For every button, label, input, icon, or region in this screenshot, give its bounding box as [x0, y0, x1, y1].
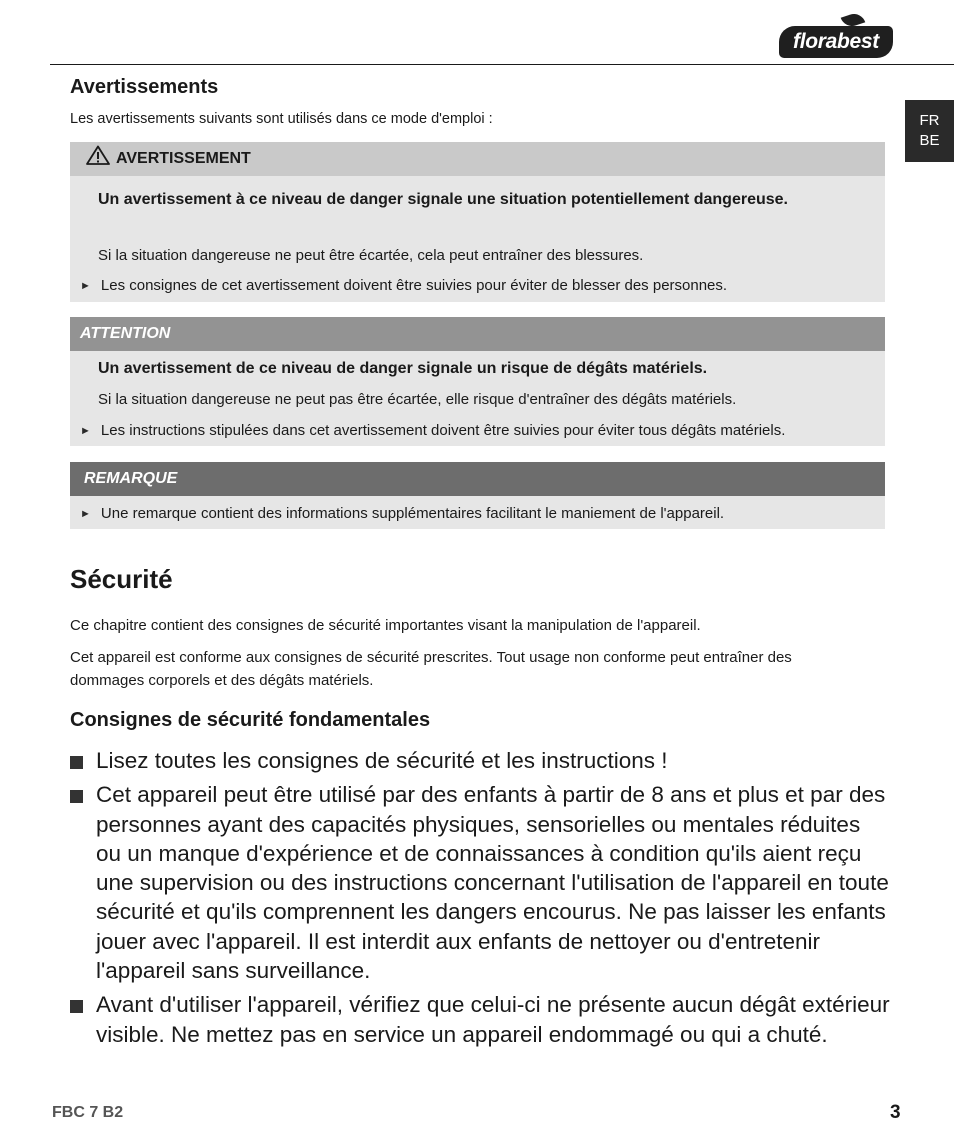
safety-instructions-list: [70, 746, 890, 1049]
list-item: [70, 746, 890, 775]
remarque-box: [70, 462, 885, 529]
securite-paragraph-1: Ce chapitre contient des consignes de sécurité importantes visant la manipulation de l'appareil.: [70, 617, 701, 634]
attention-box: [70, 317, 885, 446]
attention-box-bullet: [80, 421, 785, 441]
language-tab-line2: BE: [919, 132, 940, 149]
remarque-box-header: REMARQUE: [70, 462, 885, 496]
language-tab-line1: FR: [919, 112, 940, 129]
warning-box: [70, 142, 885, 302]
avertissements-intro: Les avertissements suivants sont utilisés dans ce mode d'emploi :: [70, 111, 493, 127]
list-item: [70, 780, 890, 985]
list-item: [70, 990, 890, 1049]
securite-heading: Sécurité: [70, 564, 173, 594]
page-number: 3: [890, 1102, 901, 1123]
list-item-text: Cet appareil peut être utilisé par des enfants à partir de 8 ans et plus et par des personnes ayant des capacités physiques, sensorielles ou mentales réduites ou un manque d'expérience et de connaissances à condition qu'ils aient reçu une supervision ou des instructions concernant l'utilisation de l'appareil en toute sécurité et qu'ils comprennent les dangers encourus. Ne pas laisser les enfants jouer avec l'appareil. Il est interdit aux enfants de nettoyer ou d'entretenir l'appareil sans surveillance.: [96, 782, 889, 984]
warning-triangle-icon: [86, 144, 110, 178]
square-bullet-icon: [70, 790, 83, 803]
list-item-text: Lisez toutes les consignes de sécurité et les instructions !: [96, 748, 668, 773]
list-item-text: Avant d'utiliser l'appareil, vérifiez que celui-ci ne présente aucun dégât extérieur visible. Ne mettez pas en service un appareil endommagé ou qui a chuté.: [96, 992, 890, 1047]
bullet-arrow-icon: ►: [80, 280, 91, 292]
bullet-arrow-icon: ►: [80, 425, 91, 437]
consignes-heading: Consignes de sécurité fondamentales: [70, 709, 431, 731]
remarque-box-bullet-text: Une remarque contient des informations supplémentaires facilitant le maniement de l'appareil.: [100, 505, 725, 522]
header-divider: [50, 64, 954, 65]
warning-box-bullet-text: Les consignes de cet avertissement doivent être suivies pour éviter de blesser des personnes.: [100, 277, 728, 294]
avertissements-heading: Avertissements: [70, 76, 219, 98]
language-tab: [905, 100, 954, 162]
square-bullet-icon: [70, 756, 83, 769]
warning-box-text: Si la situation dangereuse ne peut être écartée, cela peut entraîner des blessures.: [98, 247, 644, 264]
square-bullet-icon: [70, 1000, 83, 1013]
securite-paragraph-2: Cet appareil est conforme aux consignes de sécurité prescrites. Tout usage non conforme peut entraîner des dommages corporels et des dégâts matériels.: [70, 649, 792, 689]
bullet-arrow-icon: ►: [80, 508, 91, 520]
attention-box-header: ATTENTION: [70, 317, 885, 351]
attention-box-bold-text: Un avertissement de ce niveau de danger signale un risque de dégâts matériels.: [98, 360, 708, 377]
footer-model: FBC 7 B2: [52, 1104, 124, 1121]
warning-box-bullet: [80, 276, 727, 296]
remarque-box-bullet: [80, 504, 724, 524]
attention-box-text: Si la situation dangereuse ne peut pas être écartée, elle risque d'entraîner des dégâts matériels.: [98, 391, 737, 408]
warning-box-title: AVERTISSEMENT: [116, 150, 251, 167]
attention-box-bullet-text: Les instructions stipulées dans cet avertissement doivent être suivies pour éviter tous dégâts matériels.: [100, 422, 786, 439]
warning-box-bold-text: Un avertissement à ce niveau de danger signale une situation potentiellement dangereuse.: [98, 191, 788, 208]
brand-logo: florabest: [779, 26, 893, 58]
warning-box-header: [70, 142, 885, 176]
